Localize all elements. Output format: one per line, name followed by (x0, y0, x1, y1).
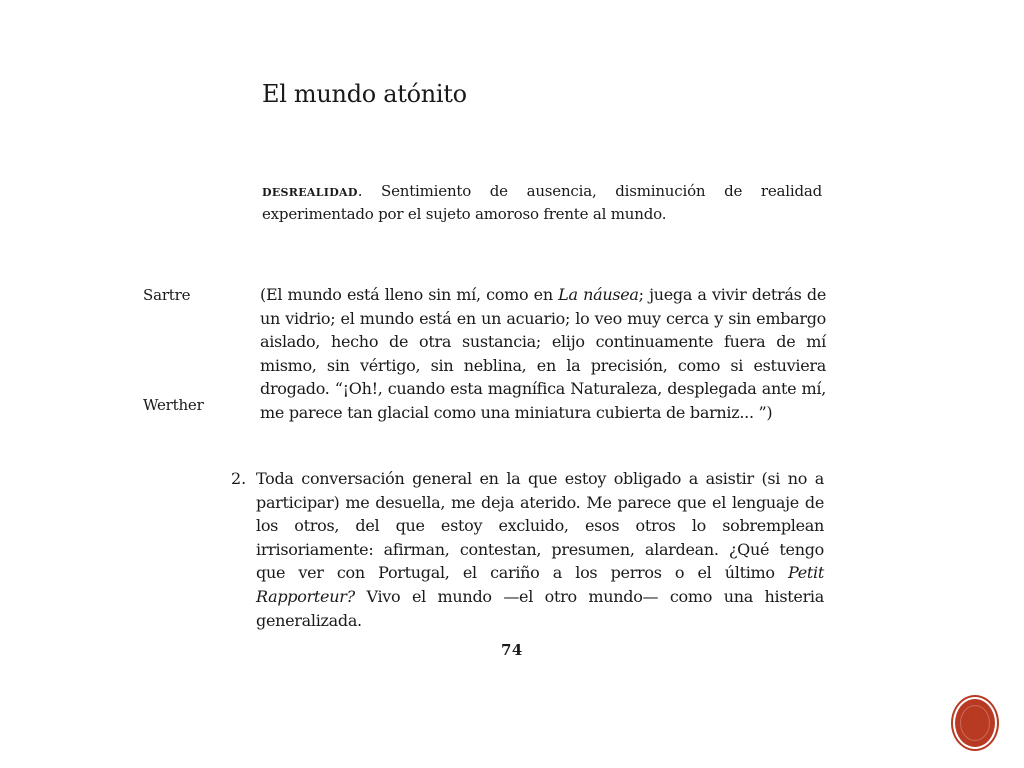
margin-note-werther: Werther (143, 396, 204, 414)
definition-paragraph (262, 180, 822, 226)
figure-two-number: 2. (231, 469, 247, 488)
figure-two-text-a: Toda conversación general en la que estoy obligado a asistir (si no a participar) me desuella, me deja aterido. Me parece que el lenguaje de los otros, del que estoy excluido, esos otros lo sobremplean irrisoriamente: afirman, contestan, presumen, alardean. ¿Qué tengo que ver con Portugal, el cariño a los perros o el último (256, 469, 824, 583)
page-title: El mundo atónito (262, 80, 467, 108)
figure-two-italic: Petit Rapporteur? (256, 563, 824, 606)
figure-two-paragraph (256, 467, 824, 632)
margin-note-sartre: Sartre (143, 286, 191, 304)
figure-one-text-b: ; juega a vivir detrás de un vidrio; el mundo está en un acuario; lo veo muy cerca y sin embargo aislado, hecho de otra sustancia; elijo continuamente fuera de mí mismo, sin vértigo, sin neblina, en la precisión, como si estuviera drogado. “¡Oh!, cuando esta magnífica Naturaleza, desplegada ante mí, me parece tan glacial como una miniatura cubierta de barniz... ”) (260, 285, 826, 422)
page-number: 74 (501, 641, 523, 659)
figure-one-italic: La náusea (558, 285, 639, 304)
slide-nav-circle-icon[interactable] (955, 699, 995, 747)
nav-button-inner-ring (960, 705, 990, 741)
figure-one-text-a: (El mundo está lleno sin mí, como en (260, 285, 559, 304)
figure-one-paragraph (260, 283, 826, 425)
figure-two-text-b: Vivo el mundo —el otro mundo— como una histeria generalizada. (256, 586, 824, 630)
definition-text: . Sentimiento de ausencia, disminución de realidad experimentado por el sujeto amoroso frente al mundo. (262, 182, 822, 223)
definition-term: desrealidad (262, 182, 358, 200)
